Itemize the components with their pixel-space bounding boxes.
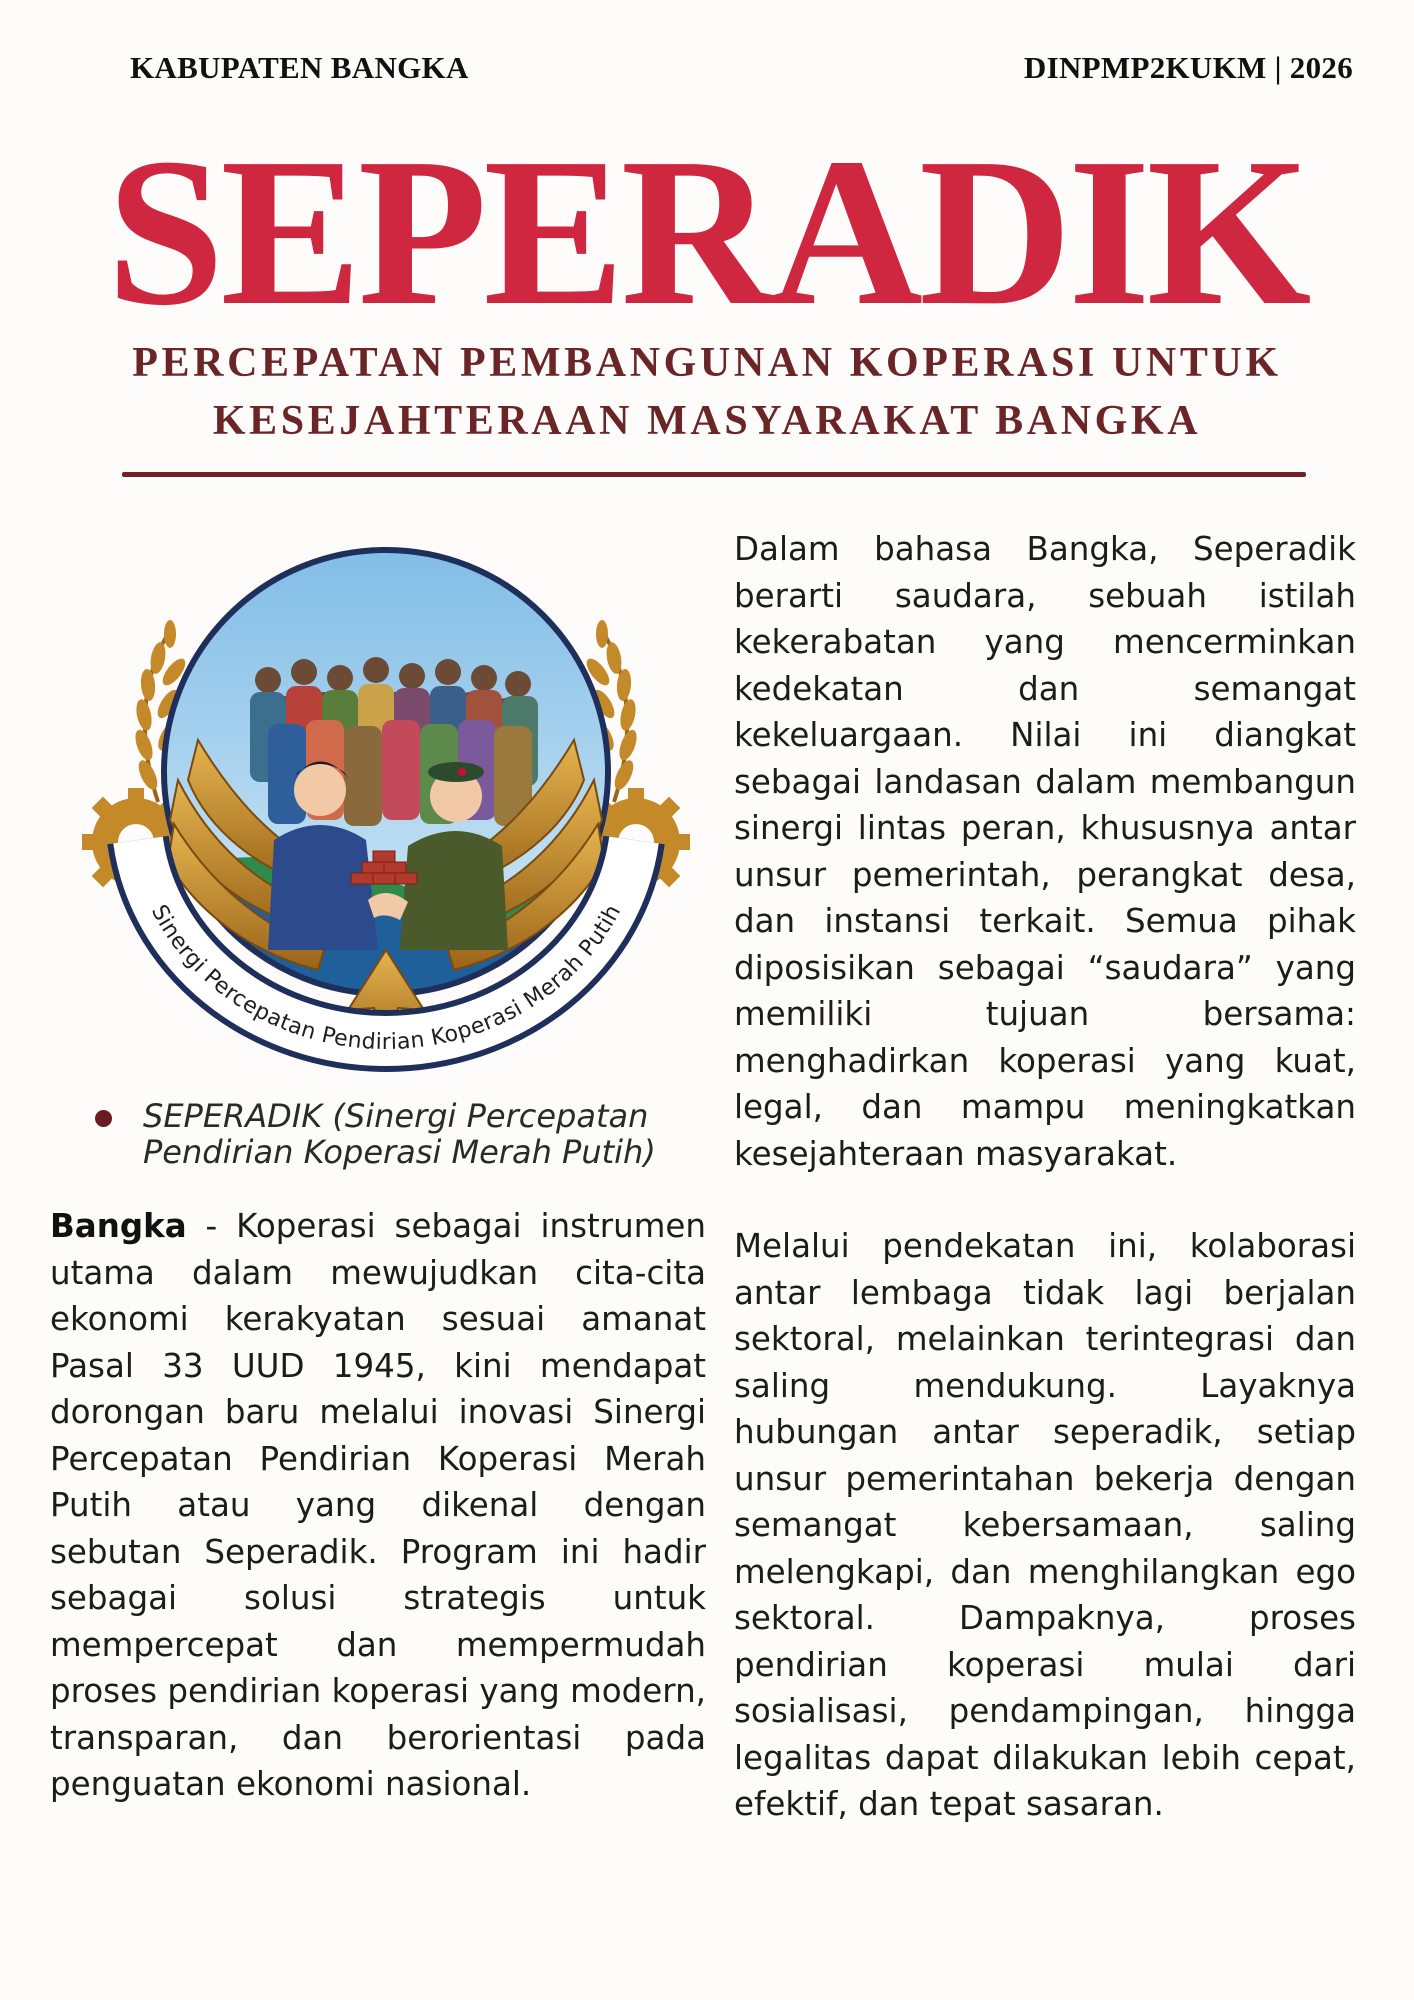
right-paragraph-1: Dalam bahasa Bangka, Seperadik berarti saudara, sebuah istilah kekerabatan yang mencerminkan kedekatan dan semangat kekeluargaan. Nilai ini diangkat sebagai landasan dalam membangun sinergi lintas peran, khususnya antar unsur pemerintah, perangkat desa, dan instansi terkait. Semua pihak diposisikan sebagai “saudara” yang memiliki tujuan bersama: menghadirkan koperasi yang kuat, legal, dan mampu meningkatkan kesejahteraan masyarakat. xyxy=(734,530,1356,1173)
right-column-article xyxy=(734,526,1356,1874)
caption-line-1: SEPERADIK (Sinergi Percepatan xyxy=(143,1097,649,1135)
seperadik-logo xyxy=(78,540,694,1080)
left-column-text: - Koperasi sebagai instrumen utama dalam mewujudkan cita-cita ekonomi kerakyatan sesuai amanat Pasal 33 UUD 1945, kini mendapat dorongan baru melalui inovasi Sinergi Percepatan Pendirian Koperasi Merah Putih atau yang dikenal dengan sebutan Seperadik. Program ini hadir sebagai solusi strategis untuk mempercepat dan mempermudah proses pendirian koperasi yang modern, transparan, dan berorientasi pada penguatan ekonomi nasional. xyxy=(50,1207,706,1803)
dateline: Bangka xyxy=(50,1207,187,1245)
subtitle xyxy=(100,334,1314,450)
crowd-bodies xyxy=(250,684,538,826)
divider-rule xyxy=(122,472,1306,477)
right-paragraph-2: Melalui pendekatan ini, kolaborasi antar lembaga tidak lagi berjalan sektoral, melainkan terintegrasi dan saling mendukung. Layaknya hubungan antar seperadik, setiap unsur pemerintahan bekerja dengan semangat kebersamaan, saling melengkapi, dan menghilangkan ego sektoral. Dampaknya, proses pendirian koperasi mulai dari sosialisasi, pendampingan, hingga legalitas dapat dilakukan lebih cepat, efektif, dan tepat sasaran. xyxy=(734,1227,1356,1823)
subtitle-line-1: PERCEPATAN PEMBANGUNAN KOPERASI UNTUK xyxy=(132,340,1282,386)
header-publisher-year: DINPMP2KUKM | 2026 xyxy=(1023,50,1353,85)
left-column-article xyxy=(50,1203,706,1808)
caption-line-2: Pendirian Koperasi Merah Putih) xyxy=(143,1133,656,1171)
bullet-icon xyxy=(95,1110,112,1127)
motto-ribbon-text: Sinergi Percepatan Pendirian Koperasi Merah Putih xyxy=(145,900,627,1055)
page-title: SEPERADIK xyxy=(106,114,1308,349)
subtitle-line-2: KESEJAHTERAAN MASYARAKAT BANGKA xyxy=(212,398,1202,444)
header-region: KABUPATEN BANGKA xyxy=(130,50,469,85)
logo-caption xyxy=(95,1098,695,1170)
